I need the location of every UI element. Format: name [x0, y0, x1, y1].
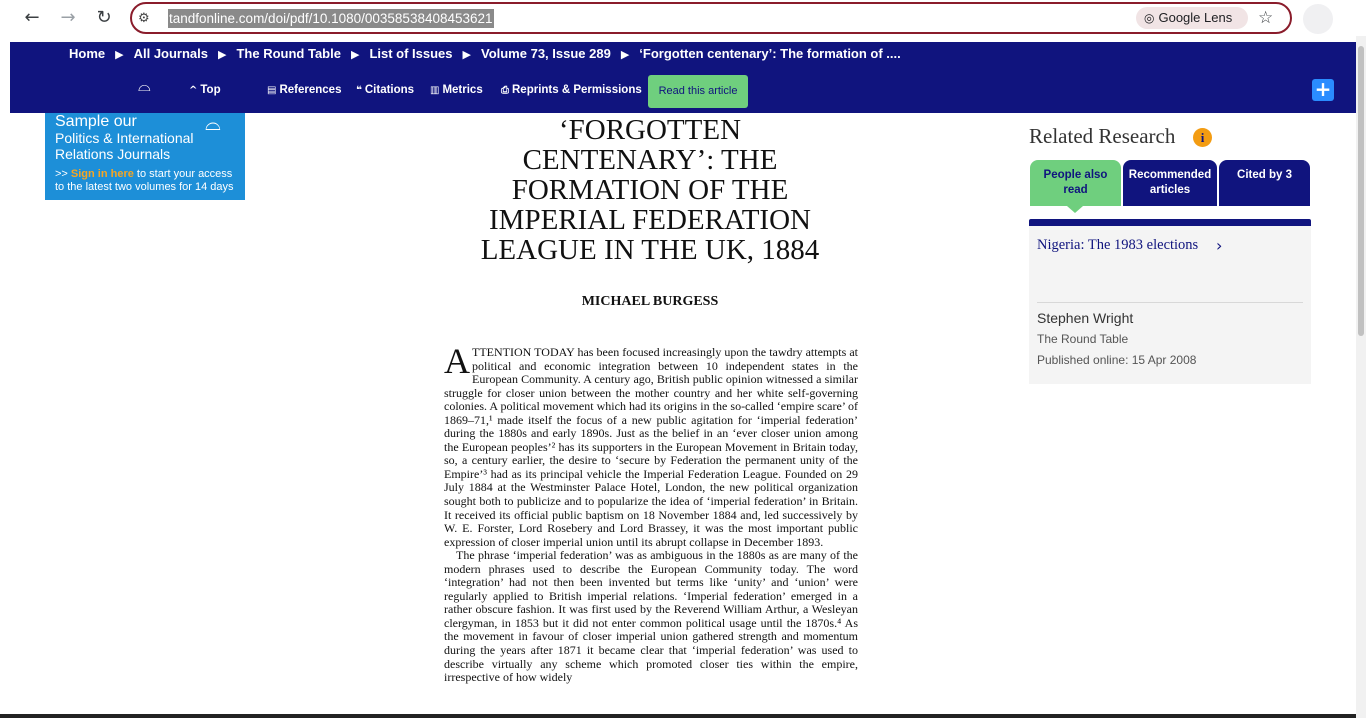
- pdf-author: MICHAEL BURGESS: [581, 294, 719, 309]
- breadcrumb-all-journals[interactable]: All Journals: [133, 46, 209, 61]
- vertical-scrollbar[interactable]: [1356, 36, 1366, 718]
- caret-up-icon: ^: [189, 85, 198, 96]
- breadcrumb-arrow-icon: ▶: [462, 48, 471, 61]
- related-article-date: Published online: 15 Apr 2008: [1037, 353, 1197, 367]
- breadcrumb-issues[interactable]: List of Issues: [369, 46, 453, 61]
- lamp-logo-icon: ⌓: [205, 111, 221, 135]
- bar-chart-icon: ▥: [430, 85, 440, 96]
- breadcrumb-arrow-icon: ▶: [115, 48, 124, 61]
- quote-icon: ❝: [356, 85, 362, 96]
- metrics-link[interactable]: ▥ Metrics: [430, 84, 483, 96]
- forward-arrow-icon[interactable]: →: [60, 7, 76, 28]
- reload-icon[interactable]: ↻: [96, 7, 112, 28]
- article-navbar: [10, 42, 1356, 113]
- lamp-logo-icon[interactable]: ⌓: [138, 76, 151, 95]
- breadcrumb-arrow-icon: ▶: [620, 48, 630, 61]
- drop-cap: A: [444, 341, 470, 381]
- breadcrumb-home[interactable]: Home: [69, 46, 106, 61]
- lens-icon: ◎: [1144, 11, 1155, 25]
- divider: [1037, 302, 1303, 303]
- book-icon: ▤: [267, 85, 277, 96]
- lens-label: Google Lens: [1158, 10, 1233, 25]
- breadcrumb-arrow-icon: ▶: [218, 48, 227, 61]
- bookmark-star-icon[interactable]: ☆: [1258, 8, 1274, 28]
- pdf-title: ‘FORGOTTEN CENTENARY’: THE FORMATION OF THE IMPERIAL FEDERATION LEAGUE IN THE UK, 1884: [480, 114, 820, 266]
- sample-journals-ad[interactable]: [45, 113, 245, 200]
- ad-line-1: Sample our: [55, 113, 137, 130]
- breadcrumb-journal[interactable]: The Round Table: [236, 46, 341, 61]
- top-link[interactable]: ^ Top: [189, 84, 221, 96]
- related-article-card: [1029, 226, 1311, 384]
- breadcrumb: [69, 46, 901, 64]
- breadcrumb-volume[interactable]: Volume 73, Issue 289: [480, 46, 611, 61]
- pdf-paragraph: The phrase ‘imperial federation’ was as ambiguous in the 1880s as are many of the modern phrases used to describe the European Community today. The word ‘integration’ had not then been invented but terms like ‘unity’ and ‘union’ were regularly applied to British imperial relations. ‘Imperial federation’ emerged in a rather obscure fashion. It was first used by the Reverend William Arthur, a Wesleyan clergyman, in 1853 but it did not enter common political usage until the 1870s.⁴ As the movement in favour of closer imperial union gathered strength and momentum during the years after 1871 it became clear that ‘imperial federation’ was used to describe virtually any scheme which promoted closer ties within the empire, irrespective of how widely: [444, 548, 858, 685]
- pdf-body: [444, 341, 858, 685]
- related-article-title[interactable]: Nigeria: The 1983 elections: [1037, 237, 1199, 253]
- citations-link[interactable]: ❝ Citations: [356, 84, 415, 96]
- tab-pointer: [1067, 206, 1083, 213]
- tab-recommended-articles[interactable]: Recommended articles: [1123, 160, 1217, 206]
- reprints-link[interactable]: ⎙ Reprints & Permissions: [501, 84, 642, 96]
- ad-sign-in-text: >> Sign in here to start your access to the latest two volumes for 14 days: [55, 168, 234, 193]
- sign-in-link[interactable]: Sign in here: [70, 168, 134, 180]
- back-arrow-icon[interactable]: ←: [24, 7, 40, 28]
- breadcrumb-article[interactable]: ‘Forgotten centenary’: The formation of ....: [639, 46, 901, 61]
- profile-avatar[interactable]: [1303, 4, 1333, 34]
- browser-toolbar: [0, 0, 1366, 36]
- related-research-title: Related Research: [1029, 124, 1176, 148]
- print-icon: ⎙: [501, 85, 509, 96]
- related-article-journal: The Round Table: [1037, 332, 1129, 346]
- breadcrumb-arrow-icon: ▶: [350, 48, 360, 61]
- url-text[interactable]: tandfonline.com/doi/pdf/10.1080/00358538408453621: [169, 11, 493, 26]
- site-settings-icon[interactable]: ⚙: [138, 11, 150, 26]
- plus-icon[interactable]: +: [1312, 79, 1334, 101]
- ad-line-2: Politics & International: [55, 130, 194, 146]
- scrollbar-thumb[interactable]: [1358, 46, 1364, 336]
- tab-people-also-read[interactable]: People also read: [1030, 160, 1121, 206]
- google-lens-button[interactable]: [1136, 7, 1248, 29]
- read-article-button[interactable]: Read this article: [648, 75, 748, 108]
- pdf-page: [362, 113, 860, 718]
- info-icon[interactable]: i: [1193, 128, 1212, 147]
- tab-cited-by[interactable]: Cited by 3: [1219, 160, 1310, 206]
- address-bar[interactable]: [130, 2, 1292, 34]
- page-bottom-edge: [0, 714, 1356, 718]
- pdf-paragraph: ATTENTION TODAY has been focused increasingly upon the tawdry attempts at political and economic integration between 10 independent states in the European Community. A century ago, British public opinion witnessed a similar struggle for closer union between the mother country and her white self-governing colonies. A political movement which had its origins in the so-called ‘empire scare’ of 1869–71,¹ made itself the focus of a new public agitation for ‘imperial federation’ during the 1880s and early 1890s. Just as the belief in an ‘ever closer union among the European peoples’² has its supporters in the European Movement in Britain today, so, a century earlier, the desire to ‘secure by Federation the permanent unity of the Empire’³ had as its principal vehicle the Imperial Federation League. Founded on 29 July 1884 at the Westminster Palace Hotel, London, the new political organization sought both to publicize and to popularize the idea of ‘imperial federation’ in Britain. It received its official public baptism on 18 November 1884 and, led successively by W. E. Forster, Lord Rosebery and Lord Brassey, it was the most important public expression of closer imperial union until its abrupt collapse in December 1893.: [444, 341, 858, 549]
- ad-line-3: Relations Journals: [55, 146, 171, 162]
- related-article-author: Stephen Wright: [1037, 310, 1134, 326]
- chevron-right-icon[interactable]: ›: [1216, 236, 1223, 255]
- references-link[interactable]: ▤ References: [267, 84, 342, 96]
- related-panel-bar: [1029, 219, 1311, 226]
